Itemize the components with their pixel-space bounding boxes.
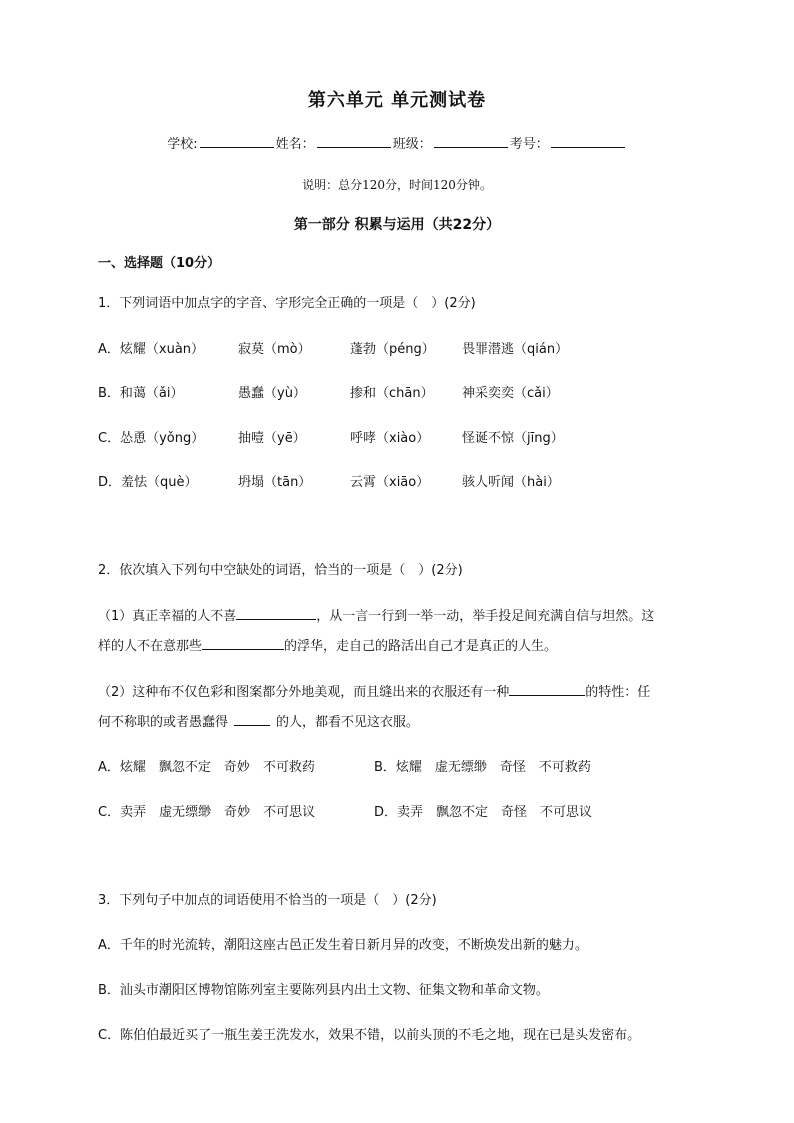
q1-a-word2: 寂莫（mò） bbox=[238, 342, 311, 357]
q2-blank3[interactable] bbox=[509, 681, 585, 696]
q2-sentence1-line2 bbox=[98, 635, 557, 654]
q2-option-b[interactable]: B．炫耀 虚无缥缈 奇怪 不可救药 bbox=[374, 760, 591, 775]
q1-b-word2: 愚蠢（yù） bbox=[238, 386, 306, 401]
q1-c-word2: 抽噎（yē） bbox=[238, 431, 306, 446]
q1-d-word4: 骇人听闻（hài） bbox=[462, 475, 560, 490]
q1-a-word4: 畏罪潜逃（qián） bbox=[462, 342, 569, 357]
exam-number-label: 考号： bbox=[509, 137, 549, 152]
q2-blank1[interactable] bbox=[236, 605, 316, 620]
section1-title: 一、选择题（10分） bbox=[98, 256, 221, 271]
q2-sentence2-line2 bbox=[98, 711, 419, 730]
q1-b-word4: 神采奕奕（cǎi） bbox=[462, 386, 559, 401]
q2-s1-part3: 样的人不在意那些 bbox=[98, 639, 203, 654]
q2-s1-part1: （1）真正幸福的人不喜 bbox=[98, 609, 237, 624]
q2-s1-part4: 的浮华，走自己的路活出自己才是真正的人生。 bbox=[284, 639, 558, 654]
q1-d-word1: D．羞怯（què） bbox=[98, 475, 198, 490]
class-blank[interactable] bbox=[434, 133, 508, 148]
q2-option-c[interactable]: C．卖弄 虚无缥缈 奇妙 不可思议 bbox=[98, 805, 316, 820]
school-blank[interactable] bbox=[200, 133, 274, 148]
q2-option-d[interactable]: D．卖弄 飘忽不定 奇怪 不可思议 bbox=[374, 805, 593, 820]
exam-title: 第六单元 单元测试卷 bbox=[307, 90, 487, 111]
q2-s2-part4: 的人，都看不见这衣服。 bbox=[276, 715, 420, 730]
q2-blank2[interactable] bbox=[202, 635, 284, 650]
exam-number-blank[interactable] bbox=[551, 133, 625, 148]
q2-s2-part1: （2）这种布不仅色彩和图案都分外地美观，而且缝出来的衣服还有一种 bbox=[98, 685, 510, 700]
name-label: 姓名： bbox=[275, 137, 315, 152]
part1-title: 第一部分 积累与运用（共22分） bbox=[293, 217, 501, 233]
q3-option-c[interactable]: C．陈伯伯最近买了一瓶生姜王洗发水，效果不错，以前头顶的不毛之地，现在已是头发密布。 bbox=[98, 1028, 641, 1043]
q1-b-word1: B．和蔼（ǎi） bbox=[98, 386, 184, 401]
q1-c-word4: 怪诞不惊（jīng） bbox=[462, 431, 564, 446]
q2-s1-part2: ，从一言一行到一举一动，举手投足间充满自信与坦然。这 bbox=[316, 609, 655, 624]
school-label: 学校: bbox=[167, 137, 198, 152]
class-label: 班级： bbox=[392, 137, 432, 152]
q1-d-word2: 坍塌（tān） bbox=[238, 475, 312, 490]
q2-sentence2-line1 bbox=[98, 681, 650, 700]
q1-c-word1: C．怂恿（yǒng） bbox=[98, 431, 205, 446]
q1-d-word3: 云霄（xiāo） bbox=[350, 475, 430, 490]
q2-blank4[interactable] bbox=[234, 711, 270, 726]
q3-stem: 3．下列句子中加点的词语使用不恰当的一项是（ ）(2分) bbox=[98, 893, 437, 908]
q2-option-a[interactable]: A．炫耀 飘忽不定 奇妙 不可救药 bbox=[98, 760, 315, 775]
q1-c-word3: 呼哮（xiào） bbox=[350, 431, 430, 446]
student-info-line bbox=[0, 133, 794, 152]
q1-a-word3: 蓬勃（péng） bbox=[350, 342, 435, 357]
q1-b-word3: 掺和（chān） bbox=[350, 386, 434, 401]
q2-stem: 2．依次填入下列句中空缺处的词语，恰当的一项是（ ）(2分) bbox=[98, 563, 463, 578]
q3-option-b[interactable]: B．汕头市潮阳区博物馆陈列室主要陈列县内出土文物、征集文物和革命文物。 bbox=[98, 983, 549, 998]
q1-stem: 1．下列词语中加点字的字音、字形完全正确的一项是（ ）(2分) bbox=[98, 296, 476, 311]
q2-s2-part3: 何不称职的或者愚蠢得 bbox=[98, 715, 229, 730]
q1-a-word1: A．炫耀（xuàn） bbox=[98, 342, 205, 357]
exam-note: 说明：总分120分，时间120分钟。 bbox=[302, 178, 492, 192]
q2-sentence1-line1 bbox=[98, 605, 654, 624]
q3-option-a[interactable]: A．千年的时光流转，潮阳这座古邑正发生着日新月异的改变，不断焕发出新的魅力。 bbox=[98, 938, 588, 953]
q2-s2-part2: 的特性：任 bbox=[585, 685, 651, 700]
name-blank[interactable] bbox=[317, 133, 391, 148]
